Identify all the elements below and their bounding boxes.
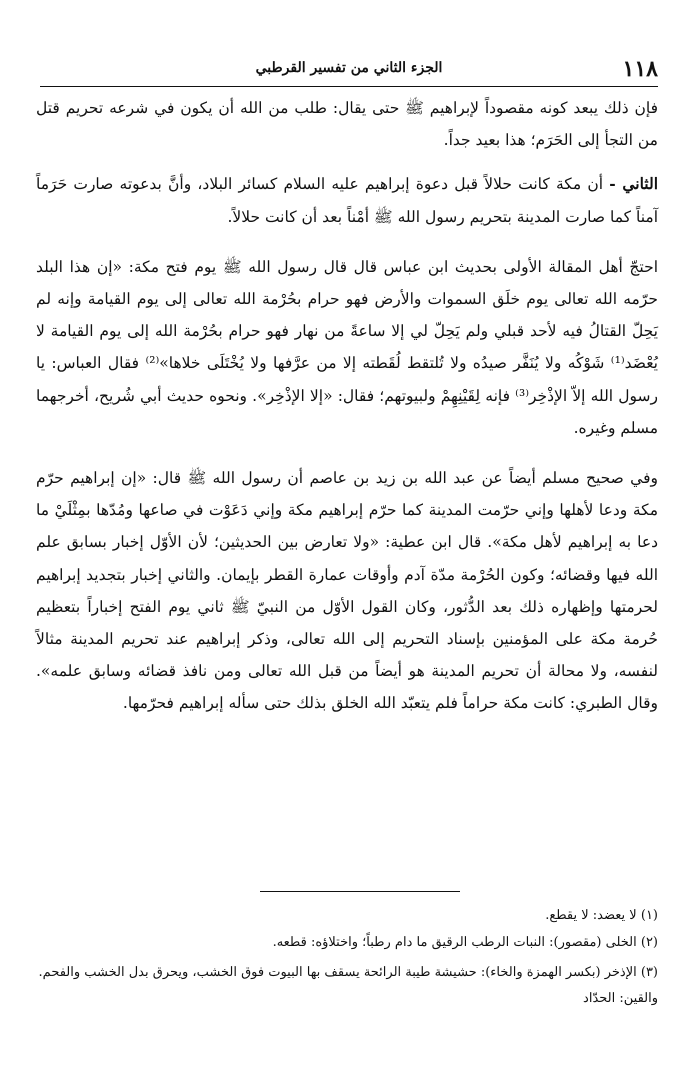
footnote-3: (٣) الإذخر (بكسر الهمزة والخاء): حشيشة طيبة الرائحة يسقف بها البيوت فوق الخشب، ويحرق بدل الخشب والفحم. والقين: الحدّاد xyxy=(38,965,658,1006)
footnote-2: (٢) الخلى (مقصور): النبات الرطب الرقيق ما دام رطباً؛ واختلاؤه: قطعه. xyxy=(272,935,658,950)
footnotes xyxy=(36,902,658,1012)
header-rule xyxy=(40,86,658,87)
page-number: ١١٨ xyxy=(622,56,658,82)
paragraph-4: وفي صحيح مسلم أيضاً عن عبد الله بن زيد بن عاصم أن رسول الله ﷺ قال: «إن إبراهيم حرّم مكة ودعا لأهلها وإني حرّمت المدينة كما حرّم إبراهيم مكة وإني دَعَوْت في صاعها ومُدّها بمِثْلَيْ ما دعا به إبراهيم لأهل مكة». قال ابن عطية: «ولا تعارض بين الحديثين؛ لأن الأوّل إخبار بسابق علم الله فيها وقضائه؛ وكون الحُرْمة مدّة آدم وأوقات عمارة القطر بإيمان. والثاني إخبار بتجديد إبراهيم لحرمتها وإظهاره ذلك بعد الدُّثور، وكان القول الأوّل من النبيّ ﷺ ثاني يوم الفتح إخباراً بتعظيم حُرمة مكة على المؤمنين بإسناد التحريم إلى الله تعالى، وذكر إبراهيم عند تحريم المدينة مثالاً لنفسه، ولا محالة أن تحريم المدينة هو أيضاً من قبل الله تعالى ومن نافذ قضائه وسابق علمه». وقال الطبري: كانت مكة حراماً فلم يتعبّد الله الخلق بذلك حتى سأله إبراهيم فحرّمها. xyxy=(36,469,658,713)
section-heading-second: الثاني - xyxy=(609,174,658,194)
footnote-1: (١) لا يعضد: لا يقطع. xyxy=(545,908,658,923)
main-text xyxy=(36,92,658,720)
paragraph-2-text: أن مكة كانت حلالاً قبل دعوة إبراهيم عليه السلام كسائر البلاد، وأنَّ بدعوته صارت حَرَماً آمناً كما صارت المدينة بتحريم رسول الله ﷺ أمْناً بعد أن كانت حلالاً. xyxy=(36,175,658,226)
running-title: الجزء الثاني من تفسير القرطبي xyxy=(255,60,443,76)
page-header xyxy=(40,56,658,86)
paragraph-1: فإن ذلك يبعد كونه مقصوداً لإبراهيم ﷺ حتى يقال: طلب من الله أن يكون في شرعه تحريم قتل من التجأ إلى الحَرَم؛ هذا بعيد جداً. xyxy=(36,99,658,150)
paragraph-2 xyxy=(36,168,658,232)
paragraph-3: احتجّ أهل المقالة الأولى بحديث ابن عباس قال قال رسول الله ﷺ يوم فتح مكة: «إن هذا البلد حرّمه الله تعالى يوم خلَق السموات والأرض فهو حرام بحُرْمة الله تعالى إلى يوم القيامة وإنه لم يَحِلّ القتالُ فيه لأحد قبلي ولم يَحِلّ لي إلا ساعةً من نهار فهو حرام بحُرْمة الله إلى يوم القيامة لا يُعْضَد⁽¹⁾ شَوْكُه ولا يُنَفَّر صيدُه ولا تُلتقط لُقَطته إلا من عرَّفها ولا يُخْتَلَى خلاها»⁽²⁾ فقال العباس: يا رسول الله إلاّ الإذْخِر⁽³⁾ فإنه لِقَيْنِهِمْ ولبيوتهم؛ فقال: «إلا الإذْخِر». ونحوه حديث أبي شُريح، أخرجهما مسلم وغيره. xyxy=(36,257,658,437)
footnote-separator xyxy=(260,891,460,892)
